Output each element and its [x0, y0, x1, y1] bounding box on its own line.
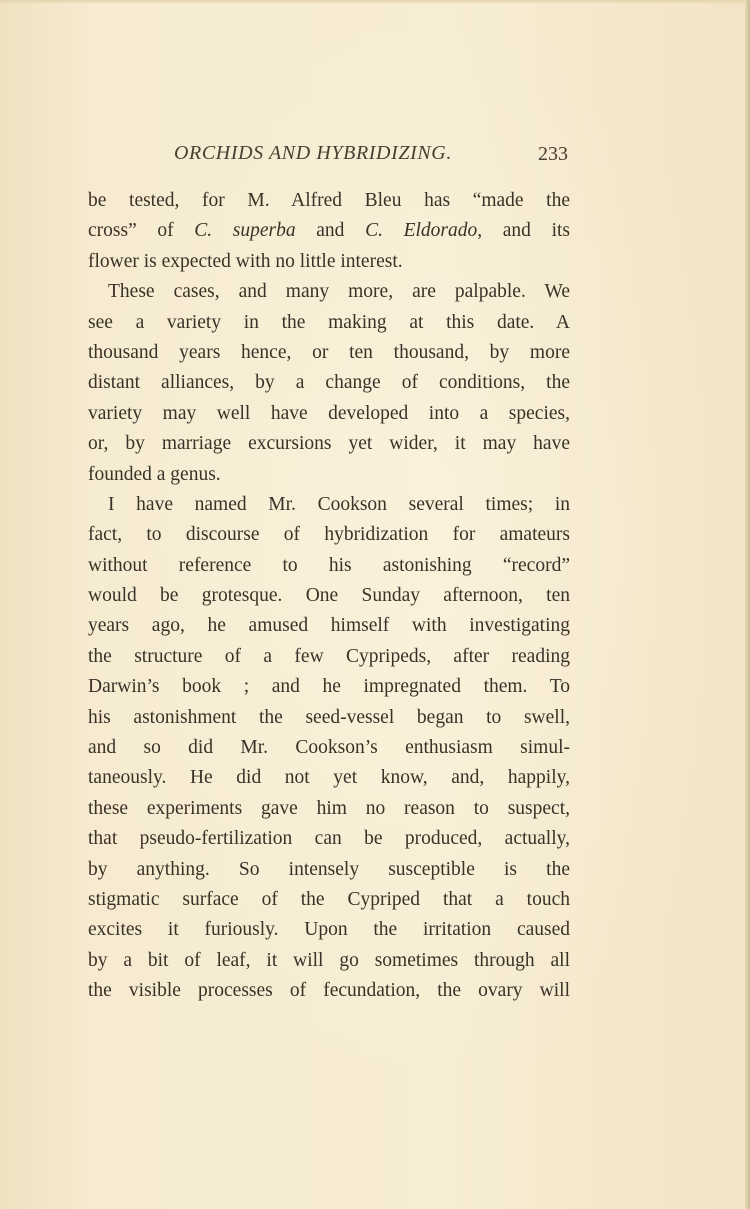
page-number: 233	[538, 143, 568, 165]
text-line: his astonishment the seed-vessel began to swell,	[88, 706, 570, 728]
text-line: would be grotesque. One Sunday afternoon, ten	[88, 585, 570, 607]
text-line: these experiments gave him no reason to suspect,	[88, 797, 570, 819]
text-line: cross” of C. superba and C. Eldorado, and its	[88, 220, 570, 242]
italic-species-name: C. superba	[194, 220, 296, 242]
page-top-edge	[0, 0, 750, 4]
text-line: by a bit of leaf, it will go sometimes through all	[88, 949, 570, 971]
italic-species-name: C. Eldorado,	[365, 220, 483, 242]
text-line: These cases, and many more, are palpable. We	[108, 281, 570, 303]
text-line: distant alliances, by a change of conditions, the	[88, 372, 570, 394]
page-right-edge	[745, 0, 750, 1209]
text-line: see a variety in the making at this date. A	[88, 311, 570, 333]
text-line: fact, to discourse of hybridization for amateurs	[88, 524, 570, 546]
text-line: without reference to his astonishing “record”	[88, 554, 570, 576]
text-line: I have named Mr. Cookson several times; in	[108, 493, 570, 515]
text-line: be tested, for M. Alfred Bleu has “made the	[88, 190, 570, 211]
running-head: ORCHIDS AND HYBRIDIZING.	[174, 142, 452, 164]
text-line: taneously. He did not yet know, and, happily,	[88, 767, 570, 789]
text-line: years ago, he amused himself with investigating	[88, 615, 570, 637]
text-line: flower is expected with no little interest.	[88, 250, 403, 272]
text-line: stigmatic surface of the Cypriped that a touch	[88, 888, 570, 910]
text-line: Darwin’s book ; and he impregnated them. To	[88, 676, 570, 698]
text-line: and so did Mr. Cookson’s enthusiasm simul-	[88, 737, 570, 759]
page-header	[88, 142, 570, 170]
text-line: founded a genus.	[88, 463, 221, 485]
text-line: excites it furiously. Upon the irritation caused	[88, 919, 570, 941]
text-line: that pseudo-fertilization can be produced, actually,	[88, 828, 570, 850]
text-line: or, by marriage excursions yet wider, it may have	[88, 433, 570, 455]
text-line: thousand years hence, or ten thousand, by more	[88, 341, 570, 363]
text-line: the structure of a few Cypripeds, after reading	[88, 645, 570, 667]
text-line: the visible processes of fecundation, the ovary will	[88, 980, 570, 1002]
text-line: by anything. So intensely susceptible is the	[88, 858, 570, 880]
body-text	[88, 186, 570, 1007]
text-line: variety may well have developed into a species,	[88, 402, 570, 424]
